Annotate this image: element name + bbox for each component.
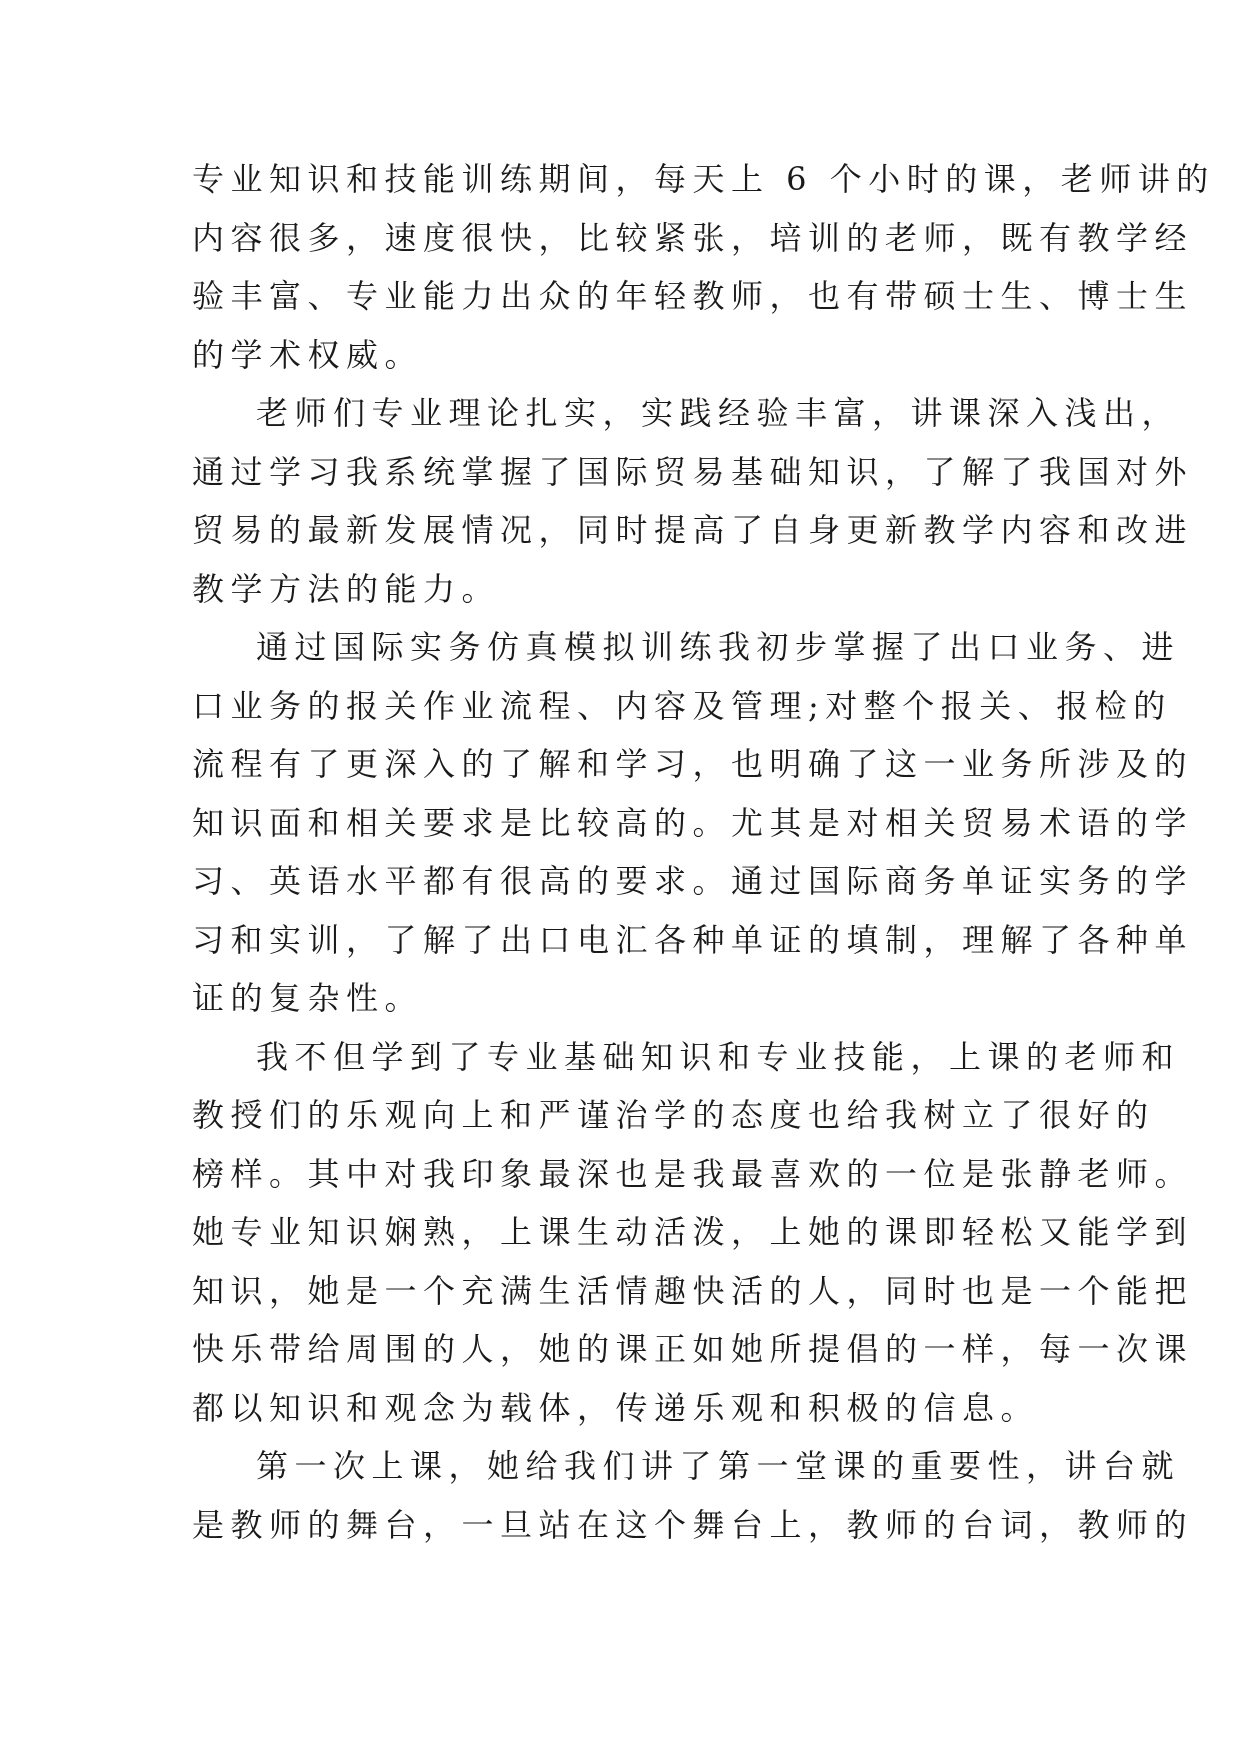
text-line: 习和实训，了解了出口电汇各种单证的填制，理解了各种单 — [192, 920, 1194, 959]
text-line: 口业务的报关作业流程、内容及管理;对整个报关、报检的 — [192, 686, 1172, 725]
paragraph-first-line: 老师们专业理论扎实，实践经验丰富，讲课深入浅出， — [256, 394, 1181, 432]
paragraph-first-line: 第一次上课，她给我们讲了第一堂课的重要性，讲台就 — [256, 1447, 1181, 1485]
paragraph-first-line: 我不但学到了专业基础知识和专业技能，上课的老师和 — [256, 1037, 1181, 1076]
text-line: 证的复杂性。 — [192, 979, 424, 1017]
text-line: 教授们的乐观向上和严谨治学的态度也给我树立了很好的 — [192, 1096, 1155, 1134]
document-body — [192, 150, 1215, 1554]
text-line: 习、英语水平都有很高的要求。通过国际商务单证实务的学 — [192, 862, 1194, 900]
text-line: 知识面和相关要求是比较高的。尤其是对相关贸易术语的学 — [192, 803, 1194, 842]
paragraph-first-line: 通过国际实务仿真模拟训练我初步掌握了出口业务、进 — [256, 628, 1181, 666]
text-line: 都以知识和观念为载体，传递乐观和积极的信息。 — [192, 1388, 1040, 1427]
text-line: 验丰富、专业能力出众的年轻教师，也有带硕士生、博士生 — [192, 277, 1194, 315]
text-line: 内容很多，速度很快，比较紧张，培训的老师，既有教学经 — [192, 218, 1194, 257]
text-line: 教学方法的能力。 — [192, 569, 501, 608]
text-line: 通过学习我系统掌握了国际贸易基础知识，了解了我国对外 — [192, 452, 1194, 491]
text-line: 贸易的最新发展情况，同时提高了自身更新教学内容和改进 — [192, 511, 1194, 549]
text-line: 的学术权威。 — [192, 335, 424, 374]
text-line: 快乐带给周围的人，她的课正如她所提倡的一样，每一次课 — [192, 1330, 1194, 1368]
text-line: 榜样。其中对我印象最深也是我最喜欢的一位是张静老师。 — [192, 1154, 1194, 1193]
text-line: 专业知识和技能训练期间，每天上 6 个小时的课，老师讲的 — [192, 160, 1215, 198]
text-line: 她专业知识娴熟，上课生动活泼，上她的课即轻松又能学到 — [192, 1213, 1194, 1251]
text-line: 流程有了更深入的了解和学习，也明确了这一业务所涉及的 — [192, 745, 1194, 783]
text-line: 是教师的舞台，一旦站在这个舞台上，教师的台词，教师的 — [192, 1505, 1194, 1544]
text-line: 知识，她是一个充满生活情趣快活的人，同时也是一个能把 — [192, 1271, 1194, 1310]
